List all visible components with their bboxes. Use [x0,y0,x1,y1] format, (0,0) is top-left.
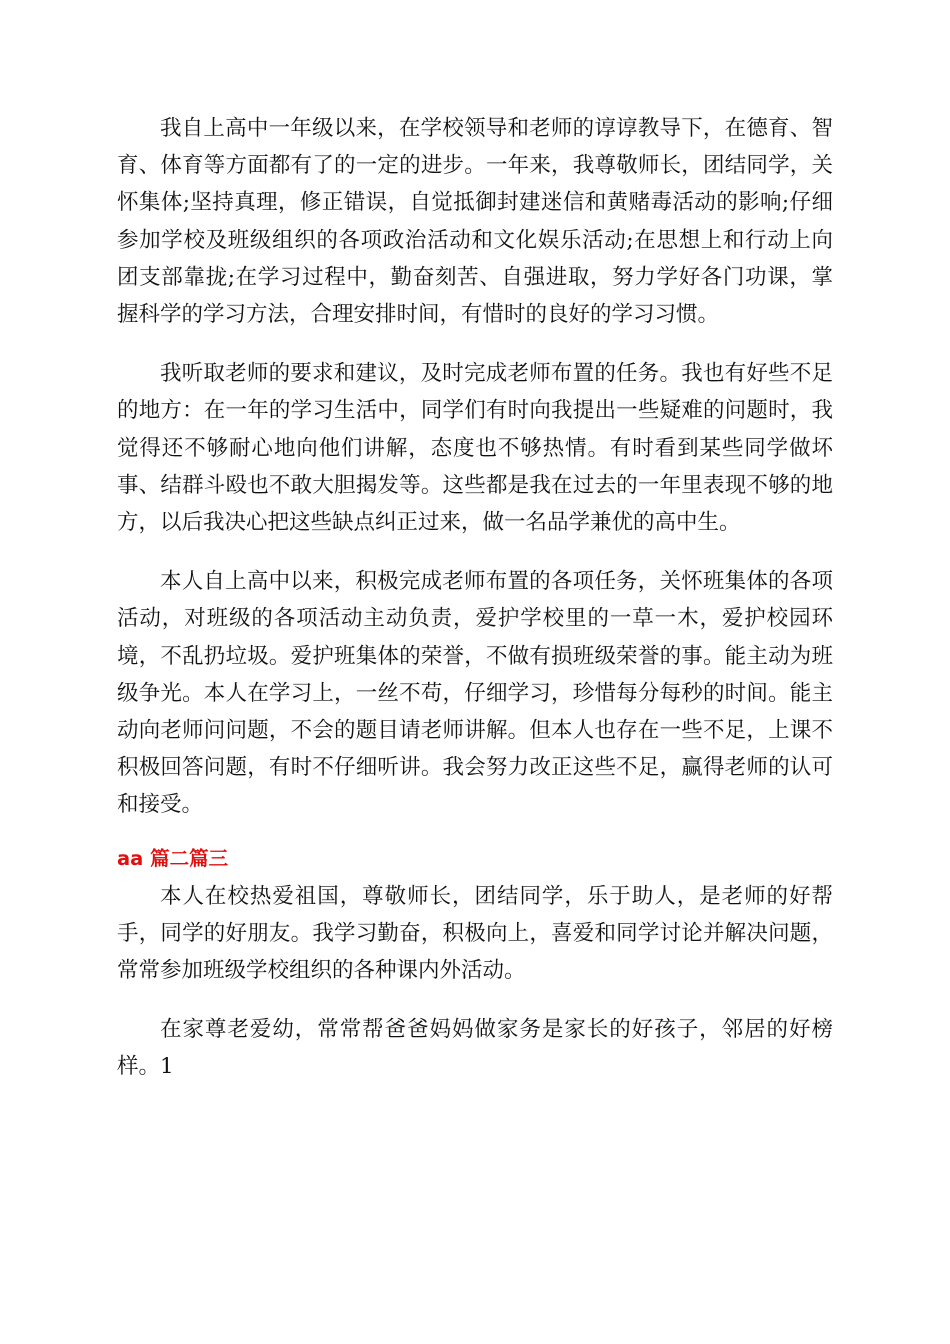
section-heading: aa 篇二篇三 [117,846,229,870]
paragraph-4: 本人在校热爱祖国，尊敬师长，团结同学，乐于助人，是老师的好帮手，同学的好朋友。我学习勤奋，积极向上，喜爱和同学讨论并解决问题，常常参加班级学校组织的各种课内外活动。 [117,883,833,984]
paragraph-5: 在家尊老爱幼，常常帮爸爸妈妈做家务是家长的好孩子，邻居的好榜样。1 [117,1017,833,1080]
paragraph-3: 本人自上高中以来，积极完成老师布置的各项任务，关怀班集体的各项活动，对班级的各项活动主动负责，爱护学校里的一草一木，爱护校园环境，不乱扔垃圾。爱护班集体的荣誉，不做有损班级荣誉的事。能主动为班级争光。本人在学习上，一丝不苟，仔细学习，珍惜每分每秒的时间。能主动向老师问问题，不会的题目请老师讲解。但本人也存在一些不足，上课不积极回答问题，有时不仔细听讲。我会努力改正这些不足，赢得老师的认可和接受。 [117,569,833,818]
document-body [117,110,833,1086]
paragraph-2: 我听取老师的要求和建议，及时完成老师布置的任务。我也有好些不足的地方：在一年的学习生活中，同学们有时向我提出一些疑难的问题时，我觉得还不够耐心地向他们讲解，态度也不够热情。有时看到某些同学做坏事、结群斗殴也不敢大胆揭发等。这些都是我在过去的一年里表现不够的地方，以后我决心把这些缺点纠正过来，做一名品学兼优的高中生。 [117,361,833,536]
paragraph-1: 我自上高中一年级以来，在学校领导和老师的谆谆教导下，在德育、智育、体育等方面都有了的一定的进步。一年来，我尊敬师长，团结同学，关怀集体;坚持真理，修正错误，自觉抵御封建迷信和黄赌毒活动的影响;仔细参加学校及班级组织的各项政治活动和文化娱乐活动;在思想上和行动上向团支部靠拢;在学习过程中，勤奋刻苦、自强进取，努力学好各门功课，掌握科学的学习方法，合理安排时间，有惜时的良好的学习习惯。 [117,116,833,328]
